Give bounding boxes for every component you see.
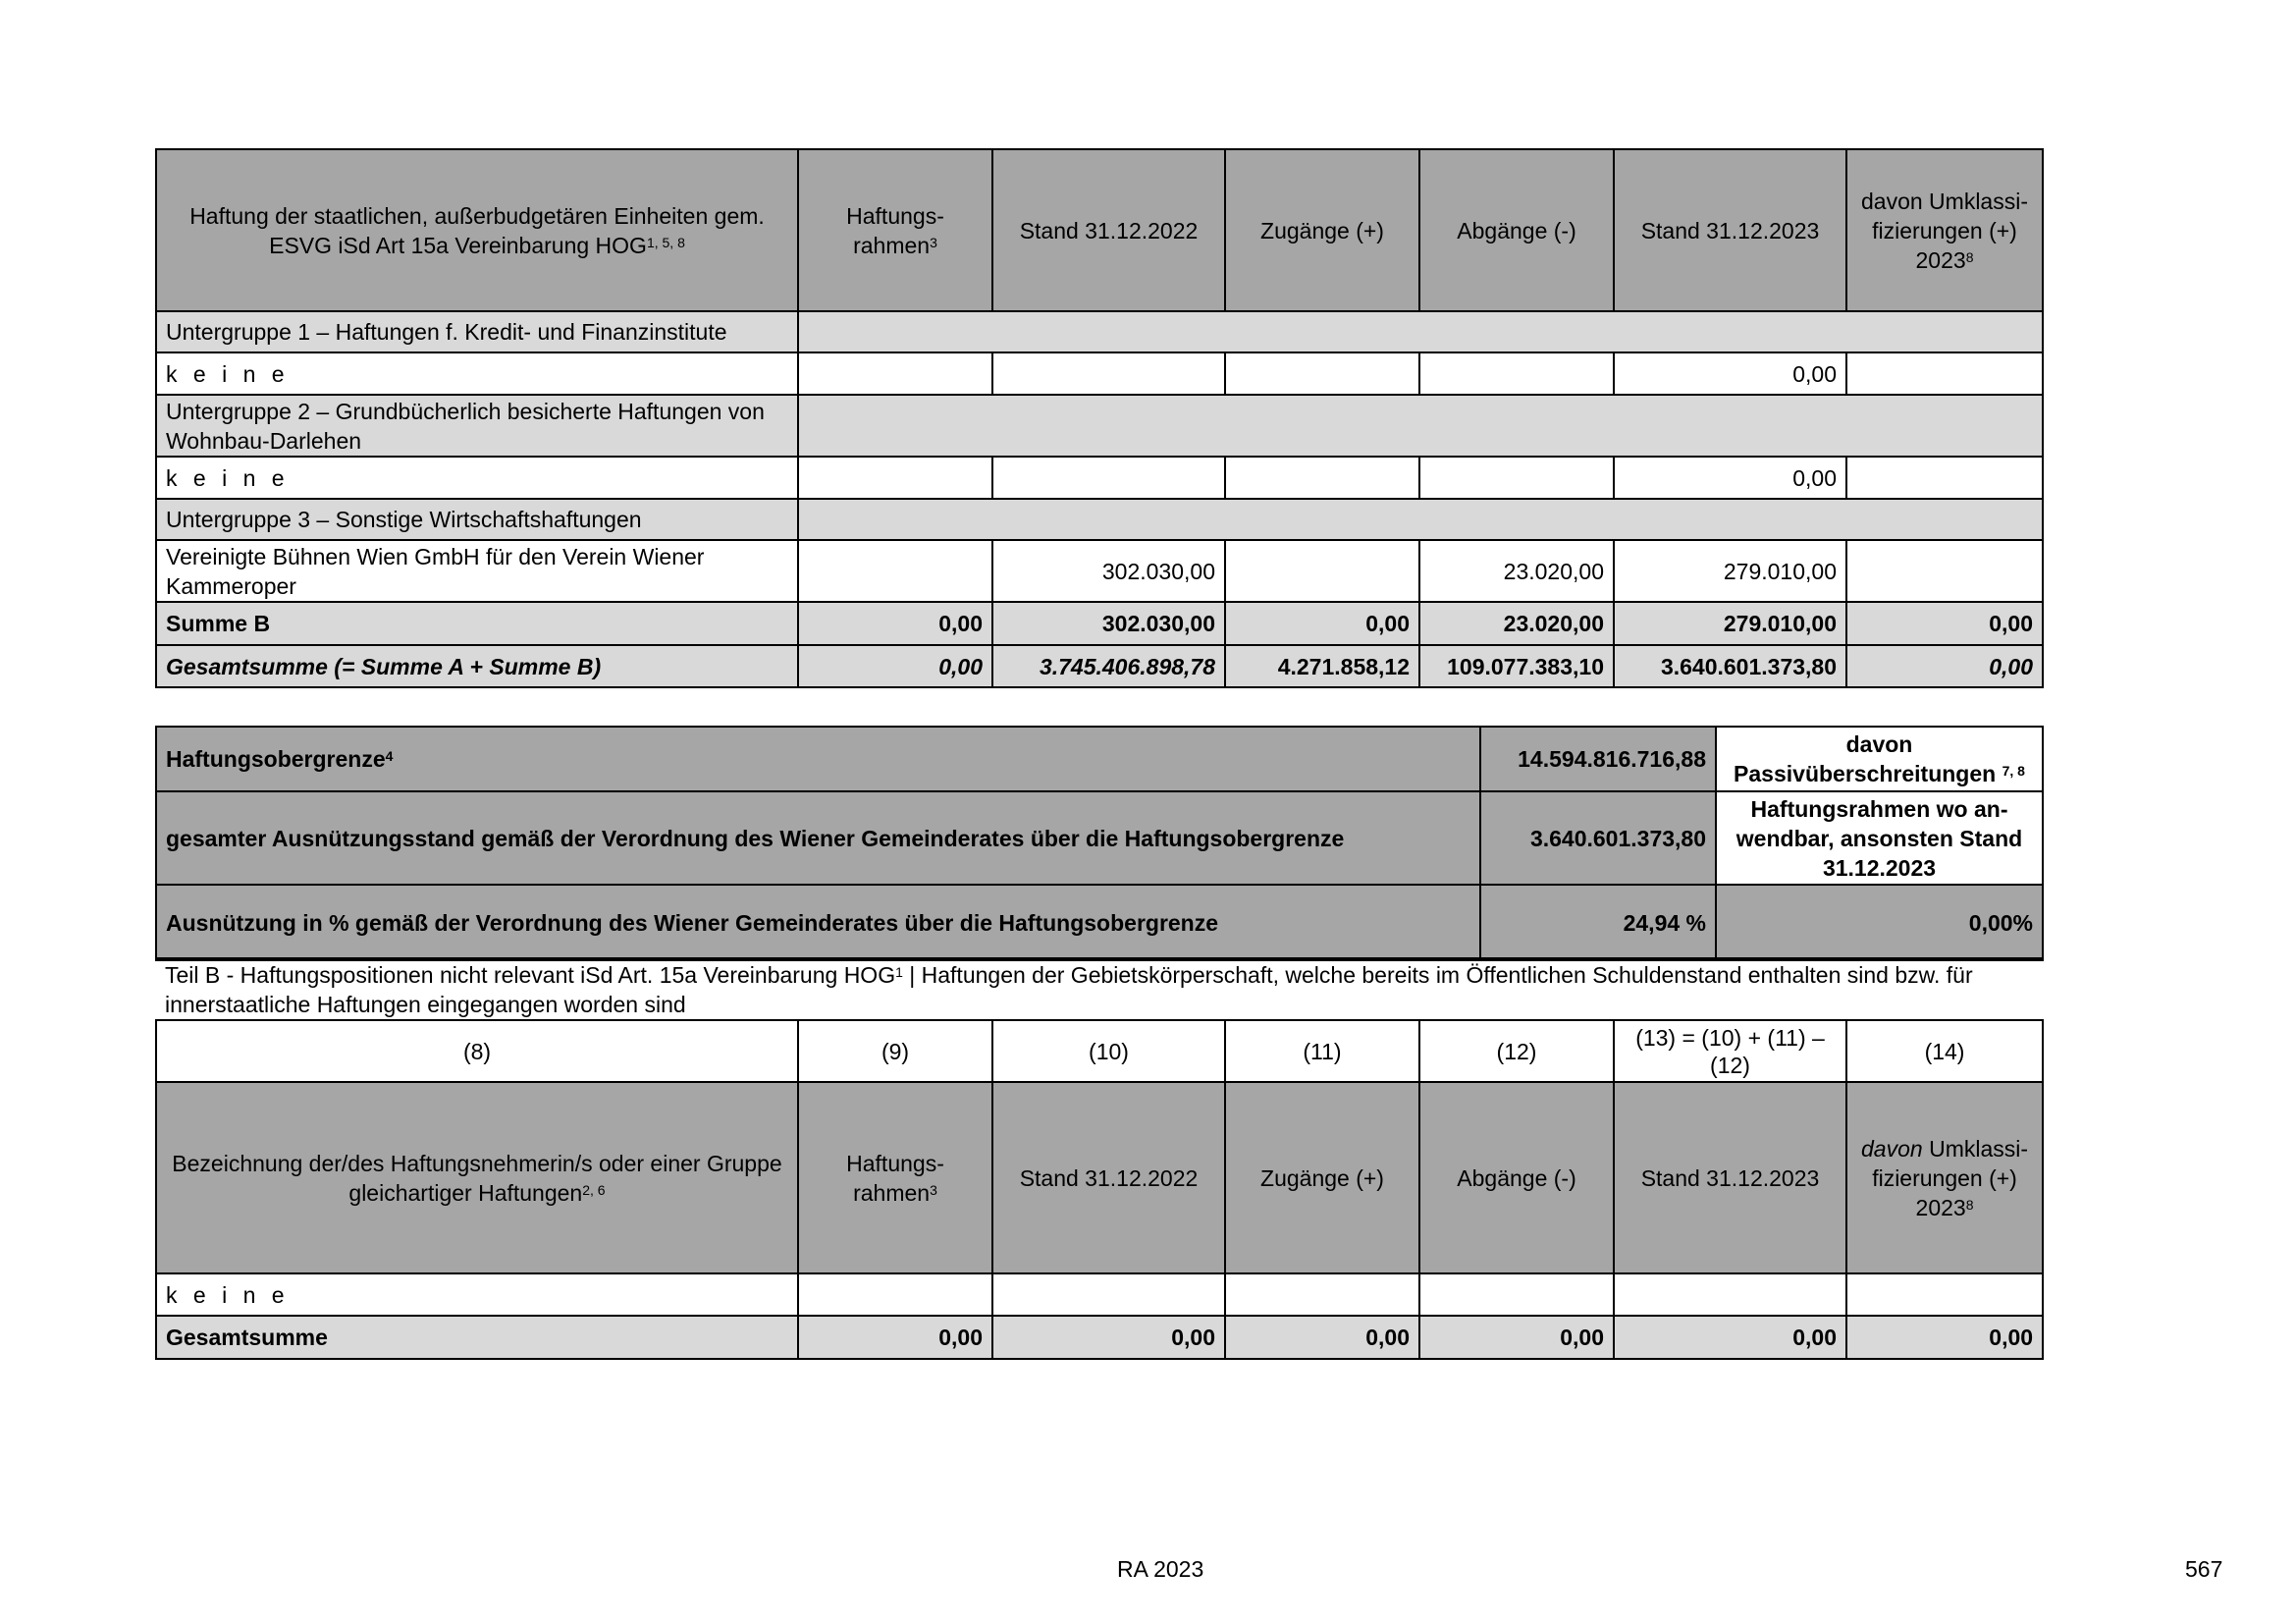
gesamtsumme-value: 0,00 <box>1614 1316 1846 1359</box>
header-zugaenge: Zugänge (+) <box>1225 1082 1419 1273</box>
gesamtsumme-value: 0,00 <box>1419 1316 1614 1359</box>
header-stand-2022: Stand 31.12.2022 <box>992 149 1225 311</box>
column-number: (9) <box>798 1020 992 1082</box>
gesamtsumme-value: 0,00 <box>798 1316 992 1359</box>
column-number: (8) <box>156 1020 798 1082</box>
gesamtsumme-label: Gesamtsumme <box>156 1316 798 1359</box>
summe-b-value: 0,00 <box>1846 602 2043 645</box>
haftungen-table-a <box>155 148 2044 688</box>
obergrenze-row <box>156 727 2043 791</box>
gesamtsumme-value: 4.271.858,12 <box>1225 645 1419 687</box>
table-header-row <box>156 149 2043 311</box>
header-zugaenge: Zugänge (+) <box>1225 149 1419 311</box>
summe-b-value: 302.030,00 <box>992 602 1225 645</box>
obergrenze-value: 14.594.816.716,88 <box>1480 727 1716 791</box>
header-stand-2023: Stand 31.12.2023 <box>1614 149 1846 311</box>
cell-empty <box>1225 1273 1419 1316</box>
summe-b-value: 0,00 <box>1225 602 1419 645</box>
row-label: k e i n e <box>156 352 798 395</box>
cell-stand-2023: 0,00 <box>1614 457 1846 499</box>
summe-b-row <box>156 602 2043 645</box>
cell-empty <box>798 352 992 395</box>
cell-empty <box>798 1273 992 1316</box>
table-row <box>156 1273 2043 1316</box>
prozent-row <box>156 885 2043 960</box>
entry-label: Vereinigte Bühnen Wien GmbH für den Verein Wiener Kammeroper <box>156 540 798 602</box>
gesamtsumme-row <box>156 645 2043 687</box>
gesamtsumme-label: Gesamtsumme (= Summe A + Summe B) <box>156 645 798 687</box>
group-title: Untergruppe 3 – Sonstige Wirtschaftshaftungen <box>156 499 798 540</box>
header-abgaenge: Abgänge (-) <box>1419 1082 1614 1273</box>
passiv-label: davon Passivüberschreitungen $^{7, 8}$ <box>1716 727 2043 791</box>
entry-stand-2023: 279.010,00 <box>1614 540 1846 602</box>
cell-empty <box>1846 540 2043 602</box>
group-filler <box>798 499 2043 540</box>
summe-b-value: 23.020,00 <box>1419 602 1614 645</box>
group-filler <box>798 311 2043 352</box>
rahmen-note: Haftungsrahmen wo an-wendbar, ansonsten Stand 31.12.2023 <box>1716 791 2043 885</box>
gesamtsumme-value: 0,00 <box>1225 1316 1419 1359</box>
summe-b-value: 0,00 <box>798 602 992 645</box>
header-umklassifizierungen: davon Umklassi-fizierungen (+) 2023$^8$ <box>1846 149 2043 311</box>
column-number: (12) <box>1419 1020 1614 1082</box>
group-filler <box>798 395 2043 457</box>
gesamtsumme-value: 0,00 <box>992 1316 1225 1359</box>
gesamtsumme-value: 0,00 <box>1846 645 2043 687</box>
gesamtsumme-value: 3.745.406.898,78 <box>992 645 1225 687</box>
page-number: 567 <box>2185 1556 2223 1582</box>
summe-b-value: 279.010,00 <box>1614 602 1846 645</box>
obergrenze-label: Haftungsobergrenze$^4$ <box>156 727 1480 791</box>
cell-empty <box>1614 1273 1846 1316</box>
entry-abgaenge: 23.020,00 <box>1419 540 1614 602</box>
header-haftungsrahmen: Haftungs-rahmen$^3$ <box>798 149 992 311</box>
summe-b-label: Summe B <box>156 602 798 645</box>
cell-empty <box>1225 540 1419 602</box>
header-title: Haftung der staatlichen, außerbudgetären Einheiten gem. ESVG iSd Art 15a Vereinbarung HOG$^{1, 5, 8}$ <box>156 149 798 311</box>
haftungsobergrenze-table <box>155 726 2044 961</box>
table-row <box>156 540 2043 602</box>
group-row <box>156 499 2043 540</box>
footer-title: RA 2023 <box>1117 1556 1204 1582</box>
header-stand-2023: Stand 31.12.2023 <box>1614 1082 1846 1273</box>
table-header-row <box>156 1082 2043 1273</box>
cell-empty <box>798 540 992 602</box>
cell-empty <box>1225 352 1419 395</box>
group-row <box>156 311 2043 352</box>
column-number: (14) <box>1846 1020 2043 1082</box>
prozent-value: 24,94 % <box>1480 885 1716 960</box>
ausnuetzung-value: 3.640.601.373,80 <box>1480 791 1716 885</box>
cell-empty <box>1846 457 2043 499</box>
header-title: Bezeichnung der/des Haftungsnehmerin/s oder einer Gruppe gleichartiger Haftungen$^{2, 6}$ <box>156 1082 798 1273</box>
ausnuetzung-label: gesamter Ausnützungsstand gemäß der Verordnung des Wiener Gemeinderates über die Haftungsobergrenze <box>156 791 1480 885</box>
entry-stand-2022: 302.030,00 <box>992 540 1225 602</box>
row-label: k e i n e <box>156 1273 798 1316</box>
gesamtsumme-row <box>156 1316 2043 1359</box>
gesamtsumme-value: 3.640.601.373,80 <box>1614 645 1846 687</box>
gesamtsumme-value: 109.077.383,10 <box>1419 645 1614 687</box>
group-title: Untergruppe 1 – Haftungen f. Kredit- und Finanzinstitute <box>156 311 798 352</box>
cell-empty <box>1419 457 1614 499</box>
cell-empty <box>1225 457 1419 499</box>
gesamtsumme-value: 0,00 <box>798 645 992 687</box>
cell-empty <box>1846 1273 2043 1316</box>
column-number: (13) = (10) + (11) – (12) <box>1614 1020 1846 1082</box>
cell-empty <box>798 457 992 499</box>
haftungen-table-b <box>155 957 2044 1360</box>
cell-empty <box>1846 352 2043 395</box>
cell-empty <box>1419 1273 1614 1316</box>
table-row <box>156 457 2043 499</box>
cell-empty <box>992 1273 1225 1316</box>
column-number: (11) <box>1225 1020 1419 1082</box>
cell-empty <box>992 352 1225 395</box>
teil-b-intro-row <box>156 958 2043 1020</box>
prozent-label: Ausnützung in % gemäß der Verordnung des Wiener Gemeinderates über die Haftungsobergrenze <box>156 885 1480 960</box>
header-umklassifizierungen: davon Umklassi-fizierungen (+) 2023$^8$ <box>1846 1082 2043 1273</box>
teil-b-intro: Teil B - Haftungspositionen nicht relevant iSd Art. 15a Vereinbarung HOG$^1$ | Haftungen der Gebietskörperschaft, welche bereits im Öffentlichen Schuldenstand enthalten sind bzw. für innerstaatliche Haftungen eingegangen worden sind <box>156 958 2043 1020</box>
group-row <box>156 395 2043 457</box>
gesamtsumme-value: 0,00 <box>1846 1316 2043 1359</box>
header-haftungsrahmen: Haftungs-rahmen$^3$ <box>798 1082 992 1273</box>
column-number: (10) <box>992 1020 1225 1082</box>
ausnuetzung-row <box>156 791 2043 885</box>
cell-empty <box>1419 352 1614 395</box>
column-number-row <box>156 1020 2043 1082</box>
header-abgaenge: Abgänge (-) <box>1419 149 1614 311</box>
header-stand-2022: Stand 31.12.2022 <box>992 1082 1225 1273</box>
cell-empty <box>992 457 1225 499</box>
group-title: Untergruppe 2 – Grundbücherlich besicherte Haftungen von Wohnbau-Darlehen <box>156 395 798 457</box>
table-row <box>156 352 2043 395</box>
prozent-passiv: 0,00% <box>1716 885 2043 960</box>
cell-stand-2023: 0,00 <box>1614 352 1846 395</box>
row-label: k e i n e <box>156 457 798 499</box>
